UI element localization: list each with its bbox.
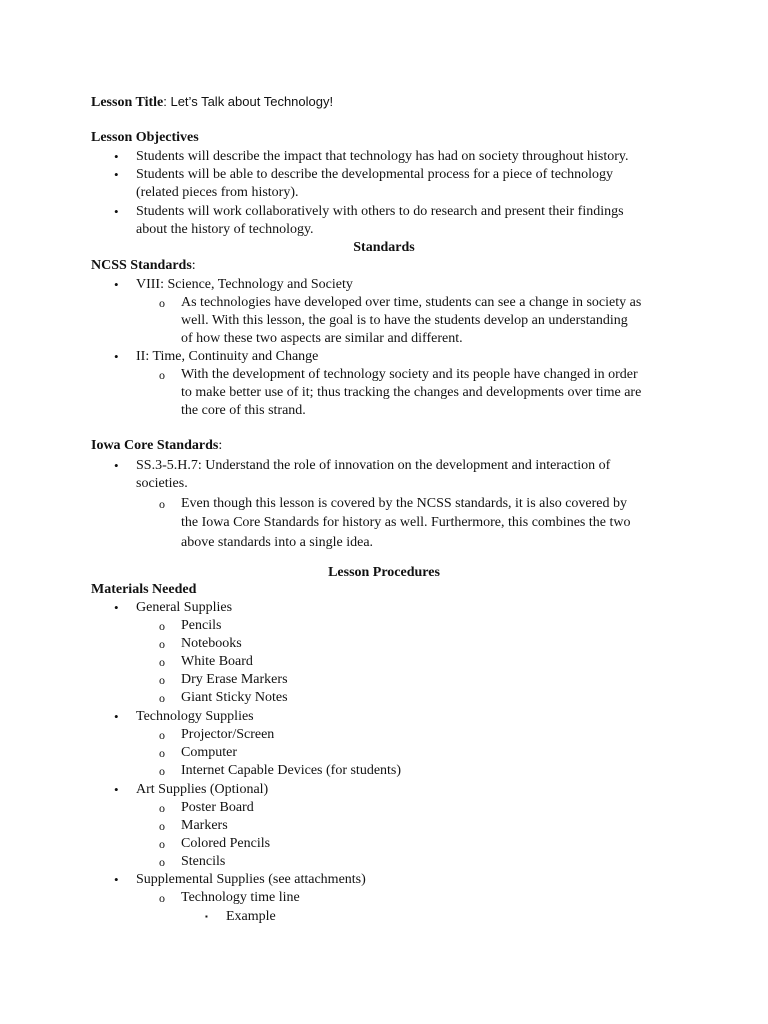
- bullet-circle: o: [159, 819, 165, 833]
- bullet-circle: o: [159, 691, 165, 705]
- iowa-item: SS.3-5.H.7: Understand the role of innovation on the development and interaction of: [136, 458, 611, 473]
- bullet-circle: o: [159, 855, 165, 869]
- ncss-item-title: II: Time, Continuity and Change: [136, 349, 319, 364]
- bullet-disc: •: [114, 600, 119, 615]
- iowa-colon: :: [218, 438, 223, 453]
- bullet-circle: o: [159, 655, 165, 669]
- supply-item: Giant Sticky Notes: [181, 690, 288, 705]
- objective-item: Students will be able to describe the developmental process for a piece of technology: [136, 167, 614, 182]
- ncss-label: NCSS Standards: [91, 258, 192, 273]
- bullet-disc: •: [114, 149, 119, 164]
- materials-heading: Materials Needed: [91, 582, 197, 597]
- bullet-circle: o: [159, 801, 165, 815]
- objectives-heading: Lesson Objectives: [91, 130, 199, 145]
- bullet-square: ▪: [205, 912, 208, 921]
- ncss-sub-line: With the development of technology society and its people have changed in order: [181, 367, 638, 382]
- objective-item-cont: (related pieces from history).: [136, 185, 299, 200]
- bullet-circle: o: [159, 673, 165, 687]
- ncss-sub-line: the core of this strand.: [181, 403, 306, 418]
- ncss-sub-line: of how these two aspects are similar and different.: [181, 331, 463, 346]
- bullet-disc: •: [114, 458, 119, 473]
- procedures-heading: Lesson Procedures: [328, 565, 440, 580]
- lesson-title-line: [91, 93, 333, 112]
- supply-item: Colored Pencils: [181, 836, 271, 851]
- standards-heading: Standards: [353, 240, 415, 255]
- supply-item: Markers: [181, 818, 228, 833]
- lesson-title-label: Lesson Title: [91, 95, 164, 110]
- bullet-disc: •: [114, 167, 119, 182]
- bullet-disc: •: [114, 204, 119, 219]
- bullet-circle: o: [159, 746, 165, 760]
- bullet-disc: •: [114, 349, 119, 364]
- bullet-circle: o: [159, 497, 165, 511]
- bullet-circle: o: [159, 637, 165, 651]
- bullet-circle: o: [159, 296, 165, 310]
- bullet-disc: •: [114, 709, 119, 724]
- iowa-label: Iowa Core Standards: [91, 438, 219, 453]
- objective-item: Students will describe the impact that technology has had on society throughout history.: [136, 149, 629, 164]
- ncss-heading-line: [91, 257, 196, 275]
- iowa-item-cont: societies.: [136, 476, 188, 491]
- supply-item: Stencils: [181, 854, 226, 869]
- ncss-sub-line: well. With this lesson, the goal is to have the students develop an understanding: [181, 313, 628, 328]
- iowa-sub-line: the Iowa Core Standards for history as well. Furthermore, this combines the two: [181, 515, 631, 530]
- iowa-heading-line: [91, 437, 222, 455]
- ncss-sub-line: As technologies have developed over time, students can see a change in society as: [181, 295, 642, 310]
- objective-item: Students will work collaboratively with others to do research and present their findings: [136, 204, 624, 219]
- supply-group: Technology Supplies: [136, 709, 254, 724]
- objective-item-cont: about the history of technology.: [136, 222, 314, 237]
- bullet-disc: •: [114, 872, 119, 887]
- supply-item: Dry Erase Markers: [181, 672, 288, 687]
- supply-item: Notebooks: [181, 636, 242, 651]
- supply-subitem: Example: [226, 909, 276, 924]
- supply-item: Computer: [181, 745, 237, 760]
- supply-group: General Supplies: [136, 600, 233, 615]
- lesson-title-colon: :: [163, 94, 171, 109]
- supply-group: Supplemental Supplies (see attachments): [136, 872, 366, 887]
- supply-item: Poster Board: [181, 800, 254, 815]
- bullet-circle: o: [159, 837, 165, 851]
- bullet-disc: •: [114, 277, 119, 292]
- supply-item: Internet Capable Devices (for students): [181, 763, 402, 778]
- bullet-circle: o: [159, 619, 165, 633]
- bullet-disc: •: [114, 782, 119, 797]
- supply-item: Pencils: [181, 618, 222, 633]
- iowa-sub-line: Even though this lesson is covered by the NCSS standards, it is also covered by: [181, 496, 627, 511]
- bullet-circle: o: [159, 368, 165, 382]
- ncss-item-title: VIII: Science, Technology and Society: [136, 277, 353, 292]
- supply-group: Art Supplies (Optional): [136, 782, 269, 797]
- supply-item: Technology time line: [181, 890, 300, 905]
- supply-item: Projector/Screen: [181, 727, 275, 742]
- ncss-colon: :: [191, 258, 196, 273]
- bullet-circle: o: [159, 764, 165, 778]
- bullet-circle: o: [159, 891, 165, 905]
- iowa-sub-line: above standards into a single idea.: [181, 535, 374, 550]
- ncss-sub-line: to make better use of it; thus tracking the changes and developments over time are: [181, 385, 642, 400]
- supply-item: White Board: [181, 654, 253, 669]
- lesson-title-value: Let’s Talk about Technology!: [170, 94, 334, 109]
- bullet-circle: o: [159, 728, 165, 742]
